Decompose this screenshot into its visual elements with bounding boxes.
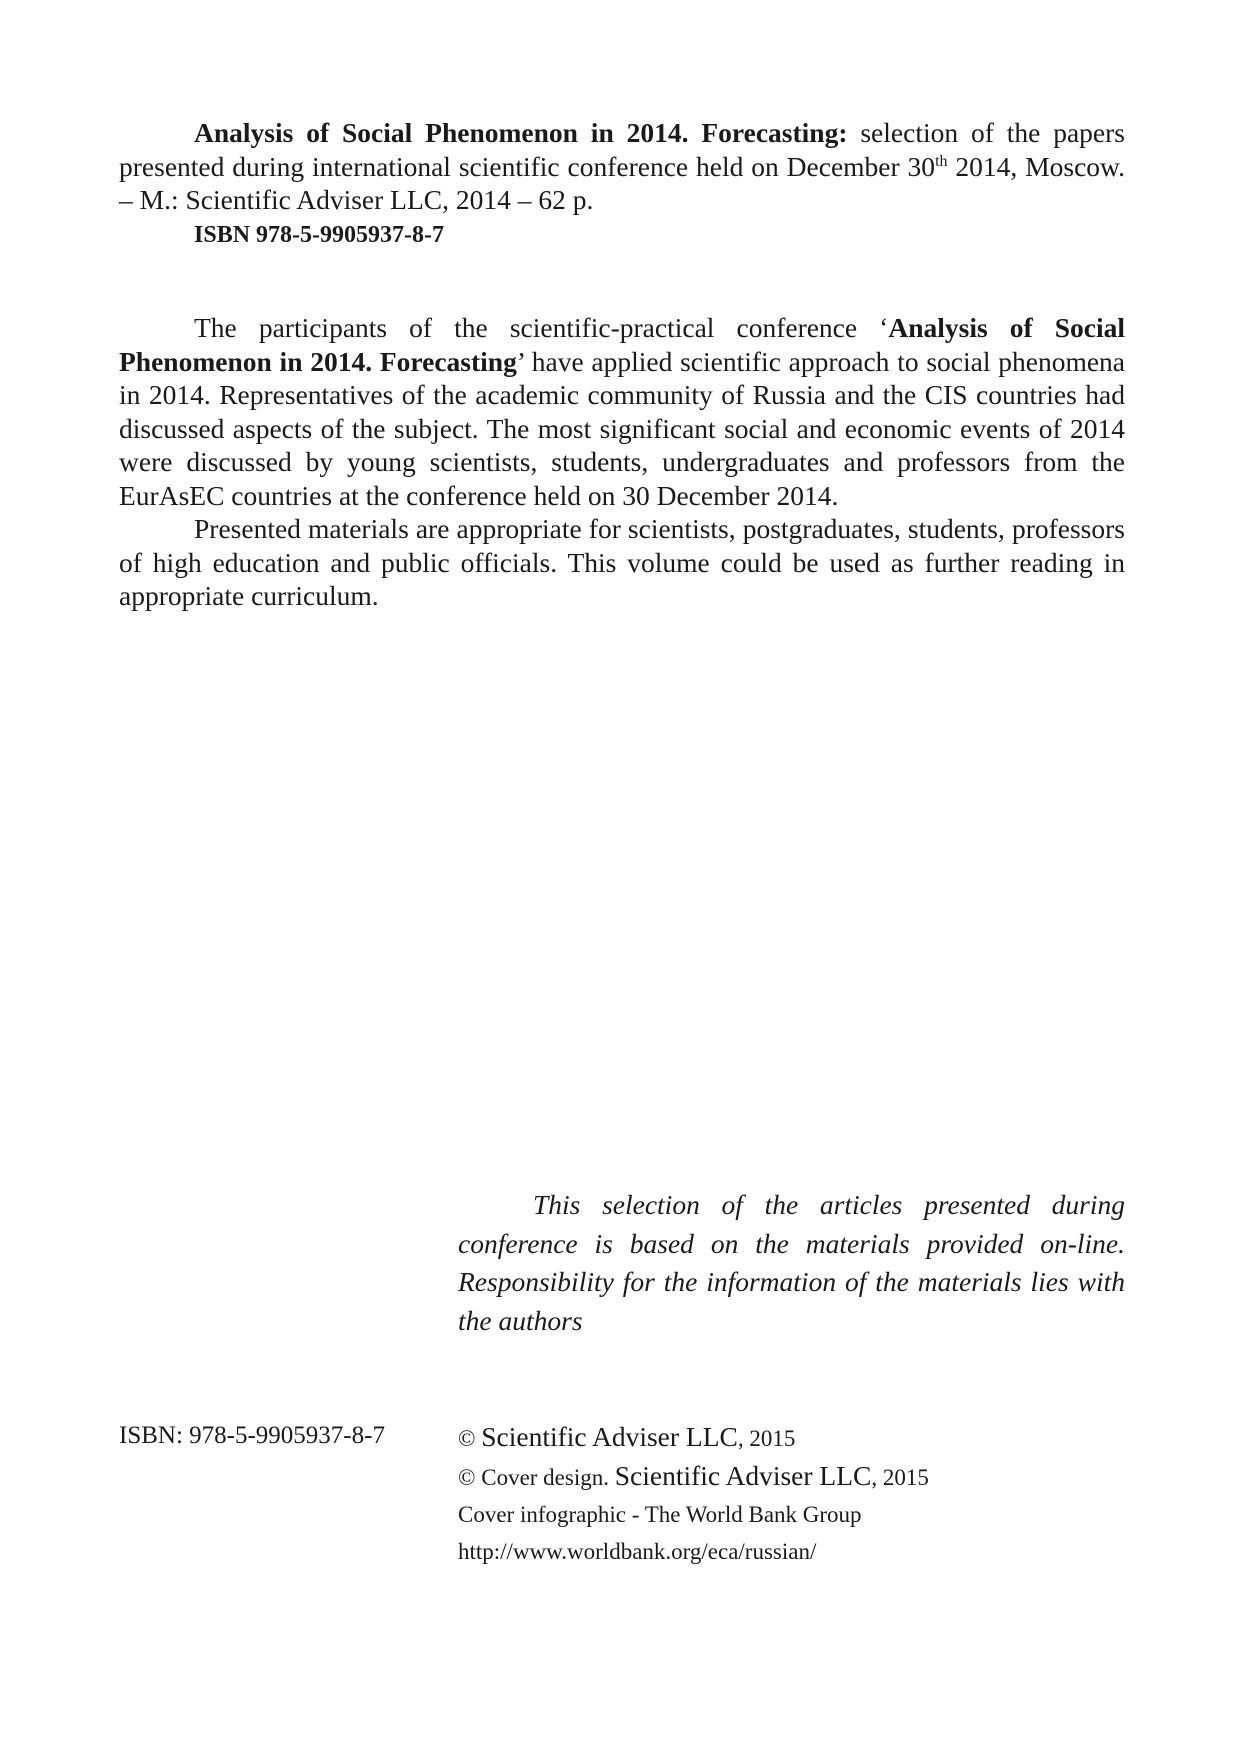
responsibility-note: [458, 1186, 1125, 1340]
source-url: http://www.worldbank.org/eca/russian/: [458, 1539, 817, 1564]
cover-design-label: © Cover design.: [458, 1465, 615, 1490]
cover-design-line: [458, 1457, 1158, 1496]
note-text: This selection of the articles presented during conference is based on the materials provided on-line. Responsibility for the information of the materials lies with the authors: [458, 1189, 1125, 1336]
copyright-symbol: ©: [458, 1426, 482, 1451]
book-title: Analysis of Social Phenomenon in 2014. Forecasting:: [194, 117, 848, 148]
copyright-line: [458, 1418, 1158, 1457]
abstract: [119, 311, 1125, 613]
bibliographic-entry: [119, 116, 1125, 252]
ordinal-suffix: th: [935, 152, 948, 170]
abstract-paragraph-1: [119, 311, 1125, 512]
bibliographic-description: [119, 116, 1125, 217]
copyright-block: [458, 1418, 1158, 1570]
copyright-year: , 2015: [737, 1426, 796, 1451]
isbn-header: ISBN 978-5-9905937-8-7: [194, 221, 444, 248]
abstract-text-end: ’ have applied scientific approach to social phenomena in 2014. Representatives of the academic community of Russia and the CIS countries had discussed aspects of the subject. The most significant social and economic events of 2014 were discussed by young scientists, students, undergraduates and professors from the EurAsEC countries at the conference held on 30 December 2014.: [119, 345, 1126, 511]
copyright-year: , 2015: [871, 1465, 929, 1490]
cover-infographic-credit: Cover infographic - The World Bank Group: [458, 1502, 862, 1527]
publication-details: 2014, Moscow. – M.: Scientific Adviser LLC, 2014 – 62 p.: [119, 150, 1125, 215]
conference-details: selection of the papers presented during international scientific conference held on December 30: [119, 117, 1125, 182]
conference-title: Analysis of Social Phenomenon in 2014. Forecasting: [119, 312, 1125, 377]
publisher-name: Scientific Adviser LLC: [614, 1460, 872, 1491]
abstract-paragraph-2: Presented materials are appropriate for scientists, postgraduates, students, professors of high education and public officials. This volume could be used as further reading in appropriate curriculum.: [119, 513, 1125, 611]
abstract-text-start: The participants of the scientific-practical conference ‘: [194, 312, 889, 343]
footer-isbn: ISBN: 978-5-9905937-8-7: [119, 1422, 385, 1449]
publisher-name: Scientific Adviser LLC: [481, 1421, 738, 1452]
